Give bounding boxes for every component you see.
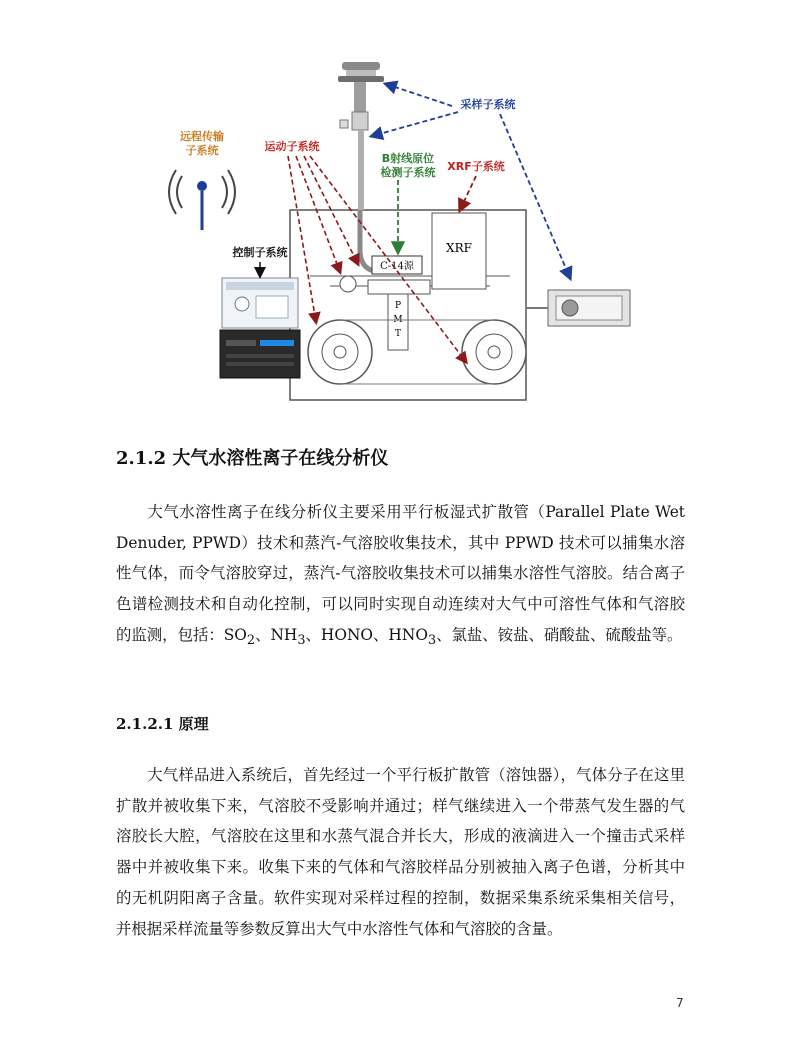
xrf-sub-label: XRF子系统 xyxy=(447,160,505,173)
remote-label-line1: 远程传输 xyxy=(180,130,224,143)
pump-unit xyxy=(526,290,630,326)
subsection-heading: 2.1.2.1 原理 xyxy=(116,715,209,733)
beta-label-line2: 检测子系统 xyxy=(380,166,436,179)
control-label: 控制子系统 xyxy=(232,246,288,259)
principle-paragraph: 大气样品进入系统后，首先经过一个平行板扩散管（溶蚀器），气体分子在这里扩散并被收集下来，气溶胶不受影响并通过；样气继续进入一个带蒸气发生器的气溶胶长大腔，气溶胶在这里和水蒸气混合并长大，形成的液滴进入一个撞击式采样器中并被收集下来。收集下来的气体和气溶胶样品分别被抽入离子色谱，分析其中的无机阴阳离子含量。软件实现对采样过程的控制，数据采集系统采集相关信号，并根据采样流量等参数反算出大气中水溶性气体和气溶胶的含量。 xyxy=(116,766,685,938)
sampling-arrow-inlet xyxy=(386,84,452,106)
source-label: C-14源 xyxy=(380,261,414,272)
motion-label: 运动子系统 xyxy=(264,140,320,153)
left-roller xyxy=(308,320,372,384)
page-number: 7 xyxy=(676,996,684,1010)
pmt-letter-m: M xyxy=(393,315,403,325)
section-heading: 2.1.2 大气水溶性离子在线分析仪 xyxy=(116,448,389,469)
pmt-letter-p: P xyxy=(394,301,402,311)
xrf-box-label: XRF xyxy=(446,241,472,255)
section-paragraph: 大气水溶性离子在线分析仪主要采用平行板湿式扩散管（Parallel Plate Wet Denuder, PPWD）技术和蒸汽-气溶胶收集技术，其中 PPWD 技术可以捕集水溶性气体，而令气溶胶穿过，蒸汽-气溶胶收集技术可以捕集水溶性气溶胶。结合离子色谱检测技术和自动化控制，可以同时实现自动连续对大气中可溶性气体和气溶胶的监测，包括：$SO_2$、$NH_3$、HONO、$HNO_3$、氯盐、铵盐、硝酸盐、硫酸盐等。 xyxy=(116,503,685,648)
sampling-label: 采样子系统 xyxy=(460,98,516,111)
pmt-letter-t: T xyxy=(394,329,402,339)
system-diagram xyxy=(160,50,660,405)
remote-label-line2: 子系统 xyxy=(185,144,219,157)
beta-label-line1: B射线原位 xyxy=(381,152,435,165)
control-computer xyxy=(220,278,300,378)
right-roller xyxy=(462,320,526,384)
sampling-arrow-tube xyxy=(372,112,458,136)
antenna-icon xyxy=(169,170,235,230)
xrf-arrow xyxy=(460,176,476,210)
